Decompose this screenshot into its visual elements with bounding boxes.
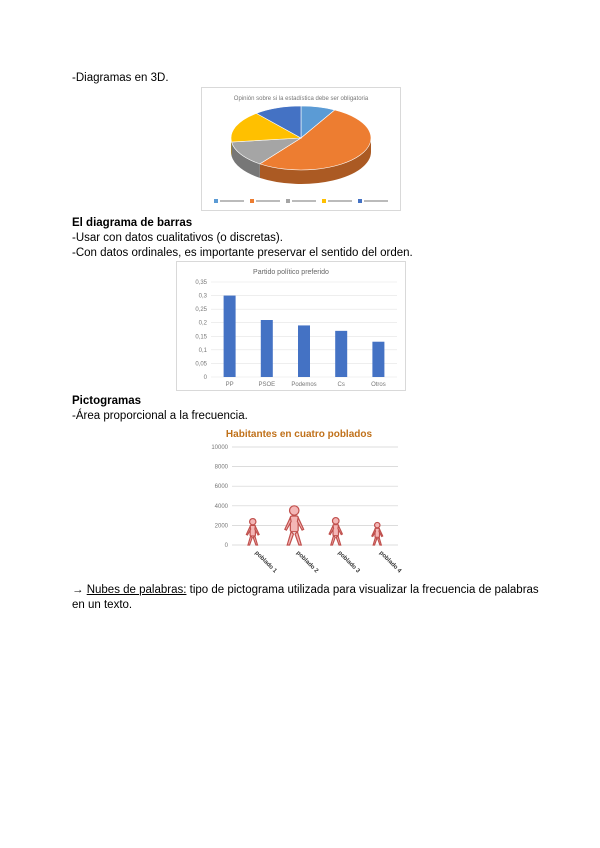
picto-y-tick-label: 10000 [211,445,228,451]
arrow-icon: → [72,584,87,596]
word-clouds-line-2: en un texto. [72,599,133,611]
pie-legend-entry-0 [220,200,244,202]
pie-legend-entry-1 [256,200,280,202]
bar-1 [261,320,273,377]
pie-legend-entry-4 [364,200,388,202]
pie-legend-entry-3 [328,200,352,202]
pictogram-title: Habitantes en cuatro poblados [225,429,373,440]
pie-chart-3d [201,87,401,211]
bar-y-tick-label: 0,15 [195,334,207,341]
bar-x-tick-label: PSOE [258,382,276,388]
word-clouds-term: Nubes de palabras: [86,584,187,596]
pie-legend-swatch-2 [286,199,290,203]
picto-y-tick-label: 8000 [214,464,228,471]
bar-y-tick-label: 0,35 [195,280,207,286]
picto-x-tick-label: poblado 1 [253,550,278,575]
bar-chart-title: Partido político preferido [253,269,329,276]
picto-x-tick-label: poblado 3 [336,550,361,575]
word-clouds-line-1 [72,583,539,598]
bar-4 [372,342,384,377]
person-icon-1 [285,506,304,545]
bar-x-tick-label: PP [225,382,234,388]
person-icon-3 [372,522,383,545]
bar-2 [298,325,310,377]
pie-legend [214,199,388,203]
pie-legend-swatch-0 [214,199,218,203]
word-clouds-desc: tipo de pictograma utilizada para visualizar la frecuencia de palabras [186,584,539,596]
picto-y-tick-label: 4000 [214,503,228,510]
bar-chart [176,261,406,391]
bar-y-tick-label: 0,3 [198,293,207,300]
pie-legend-swatch-4 [358,199,362,203]
bar-y-tick-label: 0,25 [195,307,207,314]
bar-y-tick-label: 0,05 [195,361,207,368]
picto-y-tick-label: 6000 [214,484,228,491]
bar-y-tick-label: 0 [203,375,207,381]
bar-x-tick-label: Otros [371,382,386,388]
diagrams-3d-line: -Diagramas en 3D. [72,72,169,84]
bar-line-2: -Con datos ordinales, es importante preservar el sentido del orden. [72,247,413,259]
bar-heading: El diagrama de barras [72,217,193,229]
person-icon-2 [329,518,342,545]
pie-legend-swatch-3 [322,199,326,203]
pictogram-chart [198,425,403,575]
bar-y-tick-label: 0,2 [198,320,207,327]
picto-x-tick-label: poblado 4 [377,550,403,575]
bar-0 [224,296,236,377]
pie-chart-title: Opinión sobre si la estadística debe ser obligatoria [233,96,369,102]
pie-legend-entry-2 [292,200,316,202]
person-icon-0 [246,519,259,545]
pie-legend-swatch-1 [250,199,254,203]
picto-y-tick-label: 0 [224,543,228,549]
picto-heading: Pictogramas [72,395,142,407]
bar-x-tick-label: Cs [337,382,345,388]
bar-3 [335,331,347,377]
picto-y-tick-label: 2000 [214,523,228,530]
bar-y-tick-label: 0,1 [198,347,207,354]
bar-x-tick-label: Podemos [291,382,317,388]
picto-x-tick-label: poblado 2 [294,550,320,575]
picto-line-1: -Área proporcional a la frecuencia. [72,410,248,422]
bar-line-1: -Usar con datos cualitativos (o discretas). [72,232,283,244]
